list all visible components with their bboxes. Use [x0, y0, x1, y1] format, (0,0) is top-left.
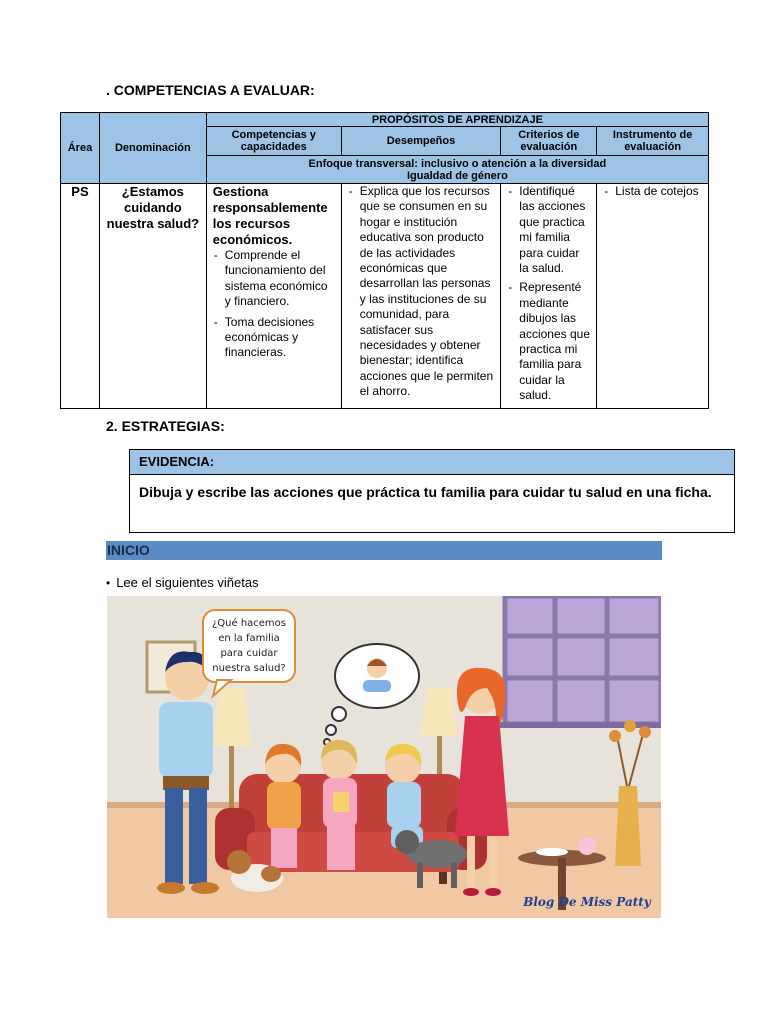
header-denominacion: Denominación — [99, 113, 206, 184]
bullet-dot-icon: • — [106, 576, 111, 590]
evidence-text: Dibuja y escribe las acciones que práctica tu familia para cuidar tu salud en una ficha. — [139, 484, 712, 500]
header-competencias: Competencias y capacidades — [206, 127, 341, 156]
speech-line-4: nuestra salud? — [212, 663, 286, 674]
capacidad-item: - Toma decisiones económicas y financieras. — [213, 315, 335, 361]
header-area: Área — [61, 113, 100, 184]
family-illustration — [107, 596, 661, 918]
cell-instrumento — [597, 184, 709, 409]
speech-line-3: para cuidar — [220, 648, 278, 659]
header-desempenos: Desempeños — [341, 127, 501, 156]
enfoque-line-2: Igualdad de género — [406, 169, 508, 182]
header-criterios: Criterios de evaluación — [501, 127, 597, 156]
watermark: Blog De Miss Patty — [523, 895, 651, 909]
evidence-box — [129, 449, 735, 533]
cell-area: PS — [61, 184, 100, 409]
cell-competencias — [206, 184, 341, 409]
competencies-table — [60, 112, 709, 409]
criterio-item: - Representé mediante dibujos las acciones que practica mi familia para cuidar la salud. — [507, 280, 590, 403]
inicio-banner: INICIO — [106, 541, 662, 560]
cell-denominacion: ¿Estamos cuidando nuestra salud? — [99, 184, 206, 409]
speech-line-2: en la familia — [218, 633, 280, 644]
speech-line-1: ¿Qué hacemos — [211, 618, 287, 629]
header-propositos: PROPÓSITOS DE APRENDIZAJE — [206, 113, 708, 127]
section-1-title: . COMPETENCIAS A EVALUAR: — [106, 82, 315, 98]
competencia-title: Gestiona responsablemente los recursos económicos. — [212, 184, 328, 247]
bullet-item — [106, 575, 259, 590]
header-enfoque — [206, 156, 708, 184]
table-row — [61, 184, 709, 409]
window-icon — [500, 596, 661, 728]
section-2-title: 2. ESTRATEGIAS: — [106, 418, 225, 434]
enfoque-line-1: Enfoque transversal: inclusivo o atención a la diversidad — [308, 157, 607, 170]
cell-desempeno — [341, 184, 501, 409]
desempeno-item: - Explica que los recursos que se consumen en su hogar e institución educativa son producto de las actividades económicas que desarrollan las personas y las instituciones de su comunidad, para satisfacer sus necesidades y obtener bienestar; identifica acciones que le permiten el ahorro. — [348, 184, 495, 400]
criterio-item: - Identifiqué las acciones que practica mi familia para cuidar la salud. — [507, 184, 590, 276]
instrumento-item: - Lista de cotejos — [603, 184, 702, 199]
bullet-text: Lee el siguientes viñetas — [116, 575, 259, 590]
cell-criterios — [501, 184, 597, 409]
capacidad-item: - Comprende el funcionamiento del sistema económico y financiero. — [213, 248, 335, 310]
header-instrumento: Instrumento de evaluación — [597, 127, 709, 156]
evidence-heading: EVIDENCIA: — [130, 450, 734, 475]
